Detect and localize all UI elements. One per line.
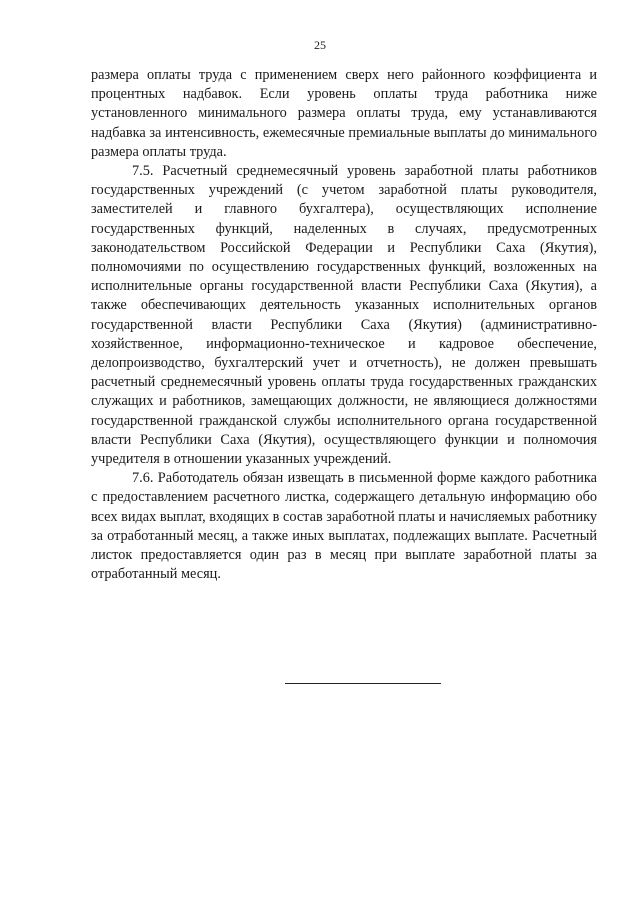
page-number: 25 <box>314 38 326 52</box>
paragraph-continuation: размера оплаты труда с применением сверх него районного коэффициента и процентных надбавок. Если уровень оплаты труда работника ниже установленного минимального размера оплаты труда, ему устанавливаются надбавка за интенсивность, ежемесячные премиальные выплаты до минимального размера оплаты труда. <box>91 67 597 160</box>
document-body <box>91 66 597 584</box>
paragraph-7-5: 7.5. Расчетный среднемесячный уровень заработной платы работников государственных учреждений (с учетом заработной платы руководителя, заместителей и главного бухгалтера), осуществляющих исполнение государственных функций, наделенных в случаях, предусмотренных законодательством Российской Федерации и Республики Саха (Якутия), полномочиями по осуществлению государственных функций, возложенных на исполнительные органы государственной власти Республики Саха (Якутия), а также обеспечивающих деятельность указанных исполнительных органов государственной власти Республики Саха (Якутия) (административно-хозяйственное, информационно-техническое и кадровое обеспечение, делопроизводство, бухгалтерский учет и отчетность), не должен превышать расчетный среднемесячный уровень оплаты труда государственных гражданских служащих и работников, замещающих должности, не являющиеся должностями государственной гражданской службы исполнительного органа государственной власти Республики Саха (Якутия), осуществляющего функции и полномочия учредителя в отношении указанных учреждений. <box>91 163 597 468</box>
paragraph-7-6: 7.6. Работодатель обязан извещать в письменной форме каждого работника с предоставлением расчетного листка, содержащего детальную информацию обо всех видах выплат, входящих в состав заработной платы и начисляемых работнику за отработанный месяц, а также иных выплатах, подлежащих выплате. Расчетный листок предоставляется один раз в месяц при выплате заработной платы за отработанный месяц. <box>91 470 597 583</box>
end-of-document-line <box>285 683 441 684</box>
